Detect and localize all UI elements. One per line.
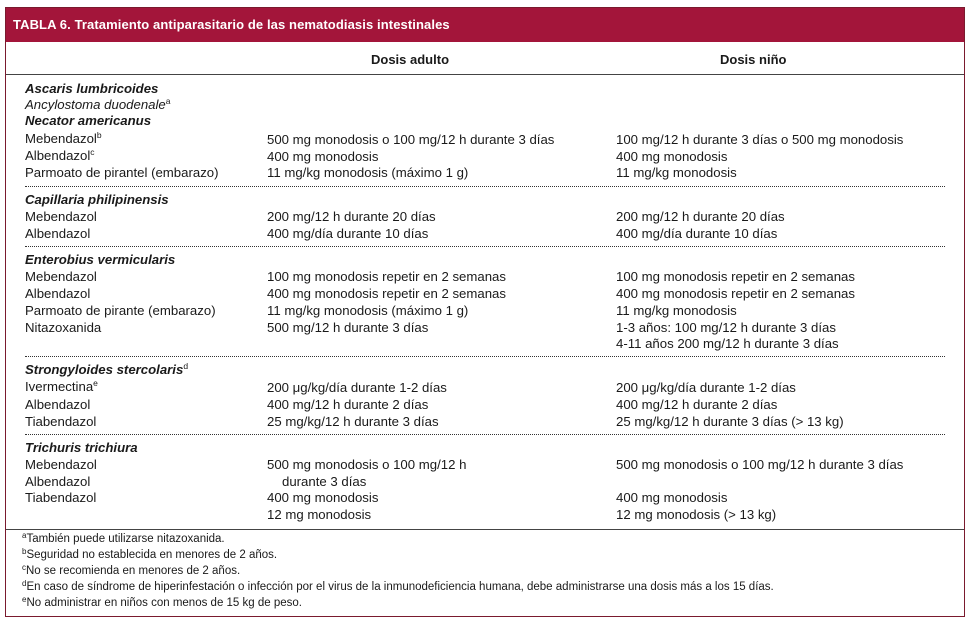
adult-dose: 25 mg/kg/12 h durante 3 días	[267, 414, 439, 429]
drug-name: Mebendazol$^b$	[25, 130, 102, 146]
child-dose: 500 mg monodosis o 100 mg/12 h durante 3 días	[616, 457, 904, 472]
footnote: $^d$En caso de síndrome de hiperinfestación o infección por el virus de la inmunodeficiencia humana, debe administrarse una dosis más a los 15 días.	[22, 579, 774, 593]
drug-name: Mebendazol	[25, 209, 97, 224]
drug-name: Albendazol$^c$	[25, 147, 95, 163]
species-name: Ancylostoma duodenale$^a$	[25, 96, 171, 112]
adult-dose: 500 mg/12 h durante 3 días	[267, 320, 429, 335]
drug-name: Albendazol	[25, 226, 91, 241]
adult-dose: 11 mg/kg monodosis (máximo 1 g)	[267, 165, 469, 180]
child-dose: 12 mg monodosis (> 13 kg)	[616, 507, 777, 522]
footnote-divider	[6, 529, 964, 530]
adult-dose: durante 3 días	[282, 474, 367, 489]
group-divider	[25, 246, 945, 247]
adult-dose: 400 mg monodosis repetir en 2 semanas	[267, 286, 506, 301]
column-header-child: Dosis niño	[720, 52, 787, 67]
child-dose: 400 mg/12 h durante 2 días	[616, 397, 778, 412]
child-dose: 1-3 años: 100 mg/12 h durante 3 días	[616, 320, 836, 335]
adult-dose: 500 mg monodosis o 100 mg/12 h durante 3 días	[267, 132, 555, 147]
adult-dose: 200 mg/12 h durante 20 días	[267, 209, 436, 224]
adult-dose: 400 mg/día durante 10 días	[267, 226, 429, 241]
child-dose: 400 mg/día durante 10 días	[616, 226, 778, 241]
species-name: Strongyloides stercolaris$^d$	[25, 361, 189, 377]
child-dose: 200 mg/12 h durante 20 días	[616, 209, 785, 224]
adult-dose: 400 mg monodosis	[267, 490, 379, 505]
footnote: $^b$Seguridad no establecida en menores de 2 años.	[22, 547, 278, 561]
treatment-table	[5, 7, 965, 617]
adult-dose: 11 mg/kg monodosis (máximo 1 g)	[267, 303, 469, 318]
drug-name: Albendazol	[25, 474, 91, 489]
drug-name: Albendazol	[25, 286, 91, 301]
child-dose: 100 mg monodosis repetir en 2 semanas	[616, 269, 855, 284]
group-divider	[25, 356, 945, 357]
child-dose: 4-11 años 200 mg/12 h durante 3 días	[616, 336, 839, 351]
footnote: $^a$También puede utilizarse nitazoxanida.	[22, 531, 225, 545]
drug-name: Tiabendazol	[25, 490, 97, 505]
drug-name: Parmoato de pirantel (embarazo)	[25, 165, 219, 180]
drug-name: Ivermectina$^e$	[25, 378, 98, 394]
species-name: Necator americanus	[25, 113, 152, 128]
footnote: $^c$No se recomienda en menores de 2 años.	[22, 563, 241, 577]
child-dose: 11 mg/kg monodosis	[616, 303, 737, 318]
child-dose: 11 mg/kg monodosis	[616, 165, 737, 180]
drug-name: Albendazol	[25, 397, 91, 412]
adult-dose: 200 μg/kg/día durante 1-2 días	[267, 380, 447, 395]
child-dose: 400 mg monodosis	[616, 149, 728, 164]
drug-name: Tiabendazol	[25, 414, 97, 429]
species-name: Trichuris trichiura	[25, 440, 138, 455]
group-divider	[25, 434, 945, 435]
footnote: $^e$No administrar en niños con menos de 15 kg de peso.	[22, 595, 302, 609]
column-header-adult: Dosis adulto	[371, 52, 450, 67]
adult-dose: 100 mg monodosis repetir en 2 semanas	[267, 269, 506, 284]
adult-dose: 12 mg monodosis	[267, 507, 372, 522]
adult-dose: 400 mg/12 h durante 2 días	[267, 397, 429, 412]
drug-name: Parmoato de pirante (embarazo)	[25, 303, 216, 318]
species-name: Capillaria philipinensis	[25, 192, 169, 207]
child-dose: 25 mg/kg/12 h durante 3 días (> 13 kg)	[616, 414, 844, 429]
child-dose: 200 μg/kg/día durante 1-2 días	[616, 380, 796, 395]
group-divider	[25, 186, 945, 187]
table-title: TABLA 6. Tratamiento antiparasitario de las nematodiasis intestinales	[6, 8, 964, 42]
adult-dose: 500 mg monodosis o 100 mg/12 h	[267, 457, 467, 472]
child-dose: 100 mg/12 h durante 3 días o 500 mg monodosis	[616, 132, 904, 147]
species-name: Ascaris lumbricoides	[25, 81, 159, 96]
child-dose: 400 mg monodosis	[616, 490, 728, 505]
drug-name: Mebendazol	[25, 269, 97, 284]
species-name: Enterobius vermicularis	[25, 252, 176, 267]
drug-name: Nitazoxanida	[25, 320, 102, 335]
adult-dose: 400 mg monodosis	[267, 149, 379, 164]
header-divider	[6, 74, 964, 75]
child-dose: 400 mg monodosis repetir en 2 semanas	[616, 286, 855, 301]
drug-name: Mebendazol	[25, 457, 97, 472]
